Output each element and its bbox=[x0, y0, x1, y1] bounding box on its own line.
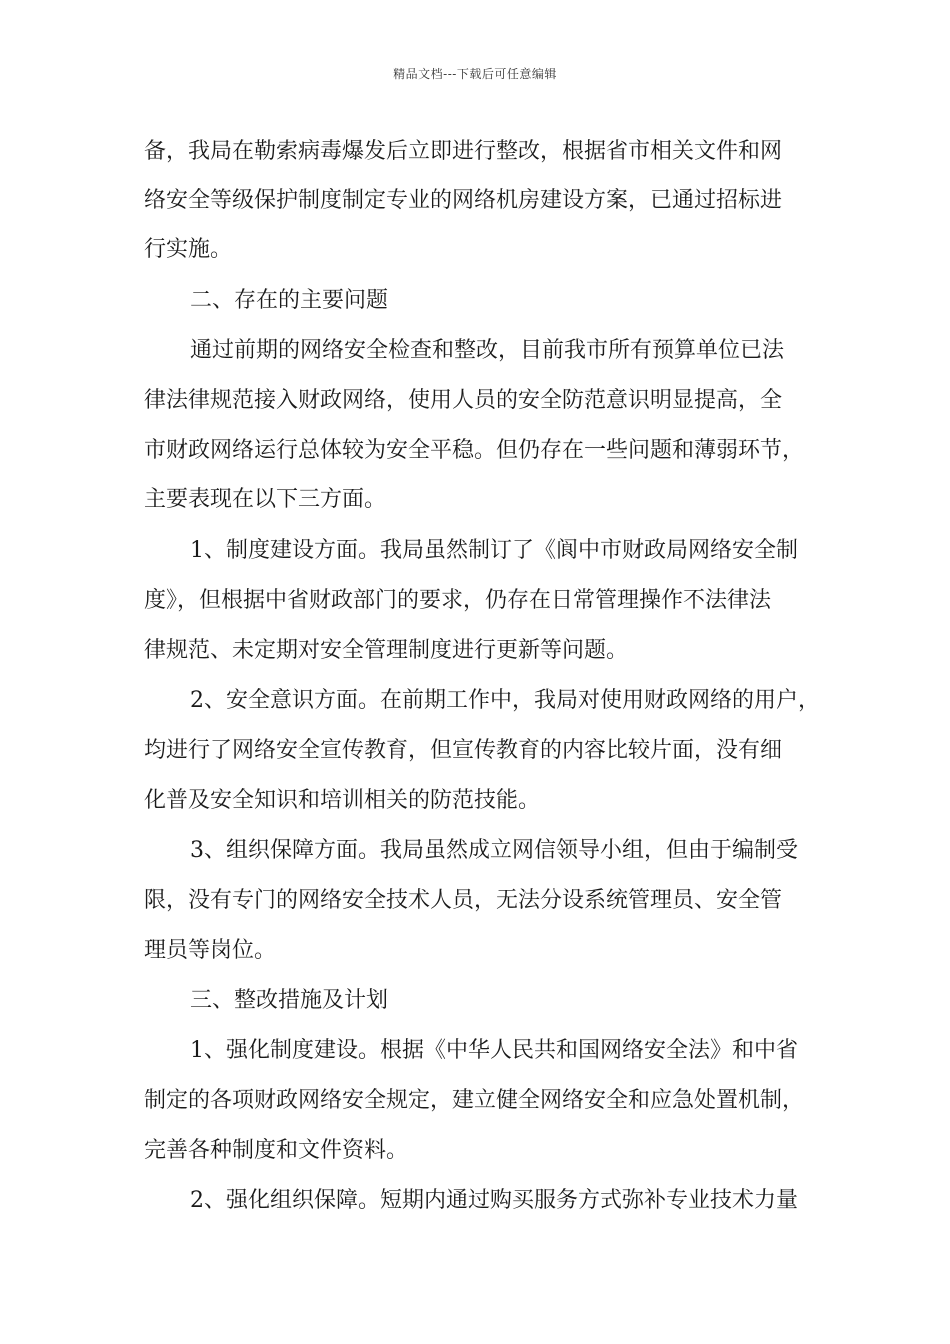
body-line: 化普及安全知识和培训相关的防范技能。 bbox=[144, 788, 541, 813]
body-line: 3、组织保障方面。我局虽然成立网信领导小组，但由于编制受 bbox=[190, 838, 798, 863]
body-line: 理员等岗位。 bbox=[144, 938, 277, 963]
body-line: 2、安全意识方面。在前期工作中，我局对使用财政网络的用户， bbox=[190, 688, 820, 713]
body-line: 度》，但根据中省财政部门的要求，仍存在日常管理操作不法律法 bbox=[144, 588, 772, 613]
body-line: 律法律规范接入财政网络，使用人员的安全防范意识明显提高，全 bbox=[144, 388, 783, 413]
body-line: 络安全等级保护制度制定专业的网络机房建设方案，已通过招标进 bbox=[144, 188, 783, 213]
body-line: 限，没有专门的网络安全技术人员，无法分设系统管理员、安全管 bbox=[144, 888, 783, 913]
body-line: 通过前期的网络安全检查和整改，目前我市所有预算单位已法 bbox=[190, 338, 785, 363]
body-line: 完善各种制度和文件资料。 bbox=[144, 1138, 409, 1163]
body-line: 备，我局在勒索病毒爆发后立即进行整改，根据省市相关文件和网 bbox=[144, 139, 783, 164]
body-line: 1、强化制度建设。根据《中华人民共和国网络安全法》和中省 bbox=[190, 1038, 798, 1063]
body-line: 行实施。 bbox=[144, 237, 233, 262]
section-heading: 三、整改措施及计划 bbox=[190, 988, 389, 1013]
body-line: 主要表现在以下三方面。 bbox=[144, 487, 387, 512]
body-line: 市财政网络运行总体较为安全平稳。但仍存在一些问题和薄弱环节， bbox=[144, 438, 805, 463]
body-line: 均进行了网络安全宣传教育，但宣传教育的内容比较片面，没有细 bbox=[144, 738, 783, 763]
body-line: 制定的各项财政网络安全规定，建立健全网络安全和应急处置机制， bbox=[144, 1088, 805, 1113]
body-line: 1、制度建设方面。我局虽然制订了《阆中市财政局网络安全制 bbox=[190, 538, 798, 563]
body-line: 2、强化组织保障。短期内通过购买服务方式弥补专业技术力量 bbox=[190, 1188, 798, 1213]
body-line: 律规范、未定期对安全管理制度进行更新等问题。 bbox=[144, 638, 629, 663]
page-header: 精品文档---下载后可任意编辑 bbox=[393, 67, 557, 81]
section-heading: 二、存在的主要问题 bbox=[190, 288, 389, 313]
